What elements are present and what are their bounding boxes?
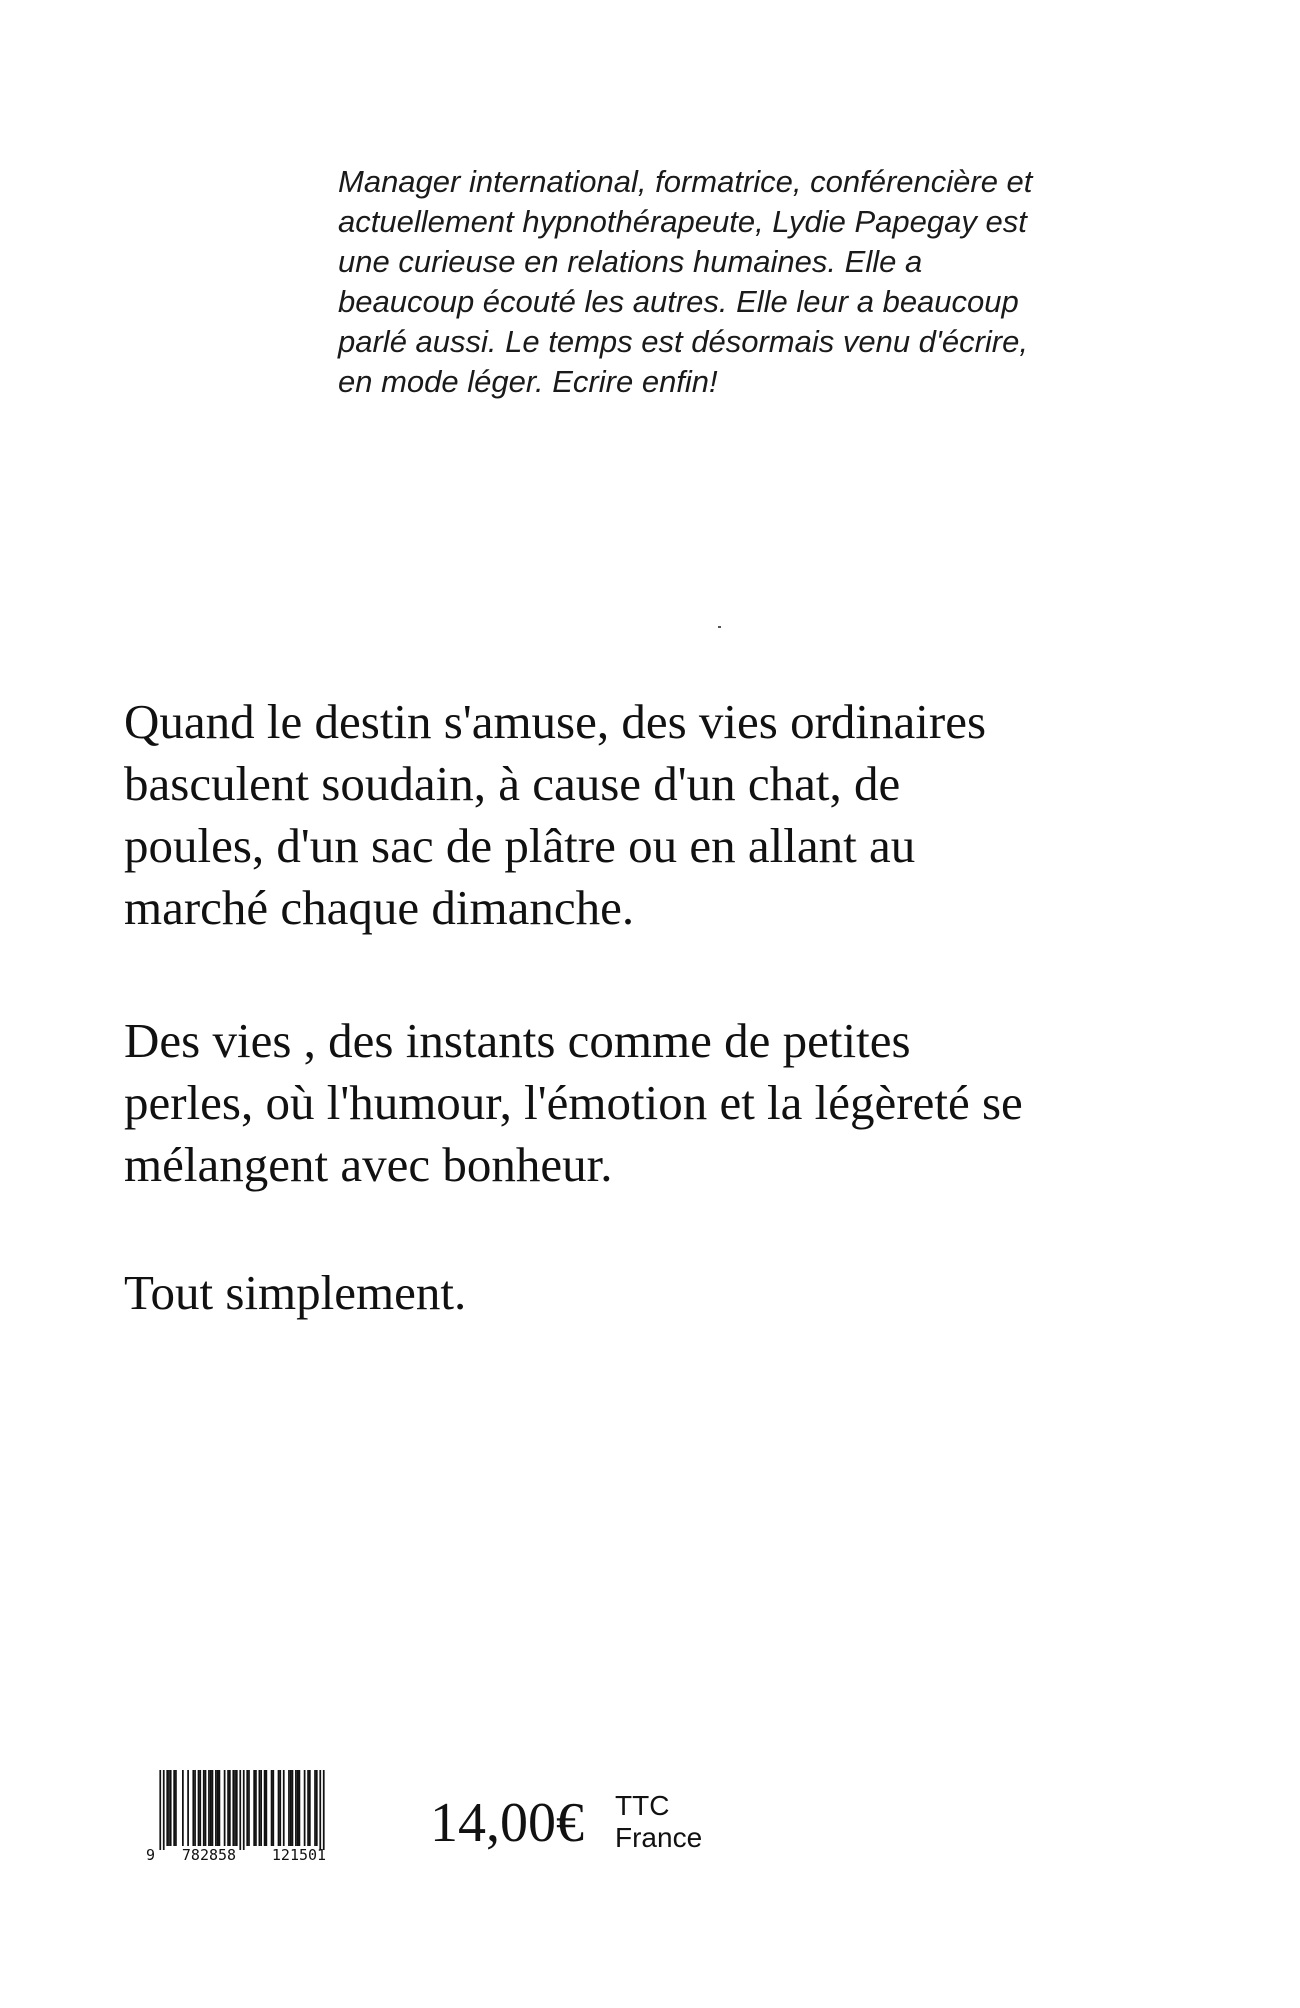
- barcode-bar: [314, 1770, 316, 1846]
- barcode-bar: [234, 1770, 236, 1846]
- barcode-right-group: 121501: [271, 1846, 327, 1864]
- barcode-bar: [304, 1770, 306, 1846]
- blurb-line: mélangent avec bonheur.: [124, 1137, 613, 1192]
- barcode-bar: [297, 1770, 299, 1846]
- blurb-line: marché chaque dimanche.: [124, 880, 635, 935]
- barcode-bar: [219, 1770, 221, 1846]
- barcode-bar: [255, 1770, 257, 1846]
- barcode-bar: [292, 1770, 294, 1846]
- barcode-left-group: 782858: [181, 1846, 237, 1864]
- barcode-bar: [283, 1770, 285, 1846]
- barcode-bar: [271, 1770, 273, 1846]
- barcode-bar: [307, 1770, 309, 1846]
- barcode-bar: [187, 1770, 189, 1846]
- barcode-bar: [272, 1770, 274, 1846]
- barcode-bars: [142, 1770, 342, 1850]
- author-bio-line: parlé aussi. Le temps est désormais venu d'écrire,: [338, 324, 1028, 359]
- blurb-line: perles, où l'humour, l'émotion et la légèreté se: [124, 1075, 1023, 1130]
- price-note: [615, 1790, 702, 1854]
- blurb-line: basculent soudain, à cause d'un chat, de: [124, 756, 901, 811]
- barcode-bar: [168, 1770, 170, 1846]
- barcode-bar: [203, 1770, 205, 1846]
- barcode-digits: [142, 1846, 342, 1864]
- barcode-bar: [253, 1770, 255, 1846]
- blurb-paragraph-1: [124, 691, 1224, 939]
- barcode-bar: [173, 1770, 175, 1846]
- barcode-bar: [229, 1770, 231, 1846]
- barcode-bar: [248, 1770, 250, 1846]
- barcode-guard-bar: [159, 1770, 161, 1850]
- barcode-bar: [299, 1770, 301, 1846]
- price-amount: 14,00€: [430, 1792, 584, 1854]
- barcode-bar: [278, 1770, 280, 1846]
- author-bio: [338, 162, 1158, 402]
- price-tax-label: TTC: [615, 1790, 670, 1821]
- barcode-guard-bar: [323, 1770, 325, 1850]
- barcode-bar: [166, 1770, 168, 1846]
- blurb-paragraph-3: [124, 1262, 1224, 1324]
- barcode-bar: [199, 1770, 201, 1846]
- barcode-bar: [295, 1770, 297, 1846]
- barcode-bar: [265, 1770, 267, 1846]
- blurb-line: poules, d'un sac de plâtre ou en allant au: [124, 818, 916, 873]
- barcode-bar: [210, 1770, 212, 1846]
- barcode-bar: [264, 1770, 266, 1846]
- blurb-line: Quand le destin s'amuse, des vies ordinaires: [124, 694, 987, 749]
- barcode-bar: [236, 1770, 238, 1846]
- barcode-bar: [215, 1770, 217, 1846]
- barcode-bar: [198, 1770, 200, 1846]
- barcode-guard-bar: [163, 1770, 165, 1850]
- blurb-line: Tout simplement.: [124, 1265, 467, 1320]
- barcode-bar: [175, 1770, 177, 1846]
- barcode-first-digit: 9: [146, 1846, 156, 1864]
- barcode-bar: [170, 1770, 172, 1846]
- barcode-bar: [194, 1770, 196, 1846]
- barcode-bar: [208, 1770, 210, 1846]
- author-bio-line: en mode léger. Ecrire enfin!: [338, 364, 718, 399]
- barcode-bar: [259, 1770, 261, 1846]
- print-speck: [718, 626, 721, 628]
- barcode-bar: [290, 1770, 292, 1846]
- author-bio-line: une curieuse en relations humaines. Elle a: [338, 244, 923, 279]
- barcode-bar: [288, 1770, 290, 1846]
- barcode-bar: [212, 1770, 214, 1846]
- barcode-bar: [279, 1770, 281, 1846]
- barcode-guard-bar: [239, 1770, 241, 1850]
- barcode-guard-bar: [243, 1770, 245, 1850]
- blurb-paragraph-2: [124, 1010, 1224, 1196]
- author-bio-line: Manager international, formatrice, conférencière et: [338, 164, 1033, 199]
- barcode-bar: [246, 1770, 248, 1846]
- barcode-bar: [217, 1770, 219, 1846]
- barcode-bar: [192, 1770, 194, 1846]
- barcode-bar: [260, 1770, 262, 1846]
- barcode-bar: [316, 1770, 318, 1846]
- barcode-bar: [232, 1770, 234, 1846]
- author-bio-line: beaucoup écouté les autres. Elle leur a beaucoup: [338, 284, 1019, 319]
- barcode-bar: [182, 1770, 184, 1846]
- price-country: France: [615, 1822, 703, 1853]
- barcode-bar: [224, 1770, 226, 1846]
- barcode-guard-bar: [319, 1770, 321, 1850]
- author-bio-line: actuellement hypnothérapeute, Lydie Papegay est: [338, 204, 1027, 239]
- isbn-barcode: [142, 1770, 342, 1870]
- blurb-line: Des vies , des instants comme de petites: [124, 1013, 911, 1068]
- barcode-bar: [205, 1770, 207, 1846]
- barcode-bar: [309, 1770, 311, 1846]
- barcode-bar: [227, 1770, 229, 1846]
